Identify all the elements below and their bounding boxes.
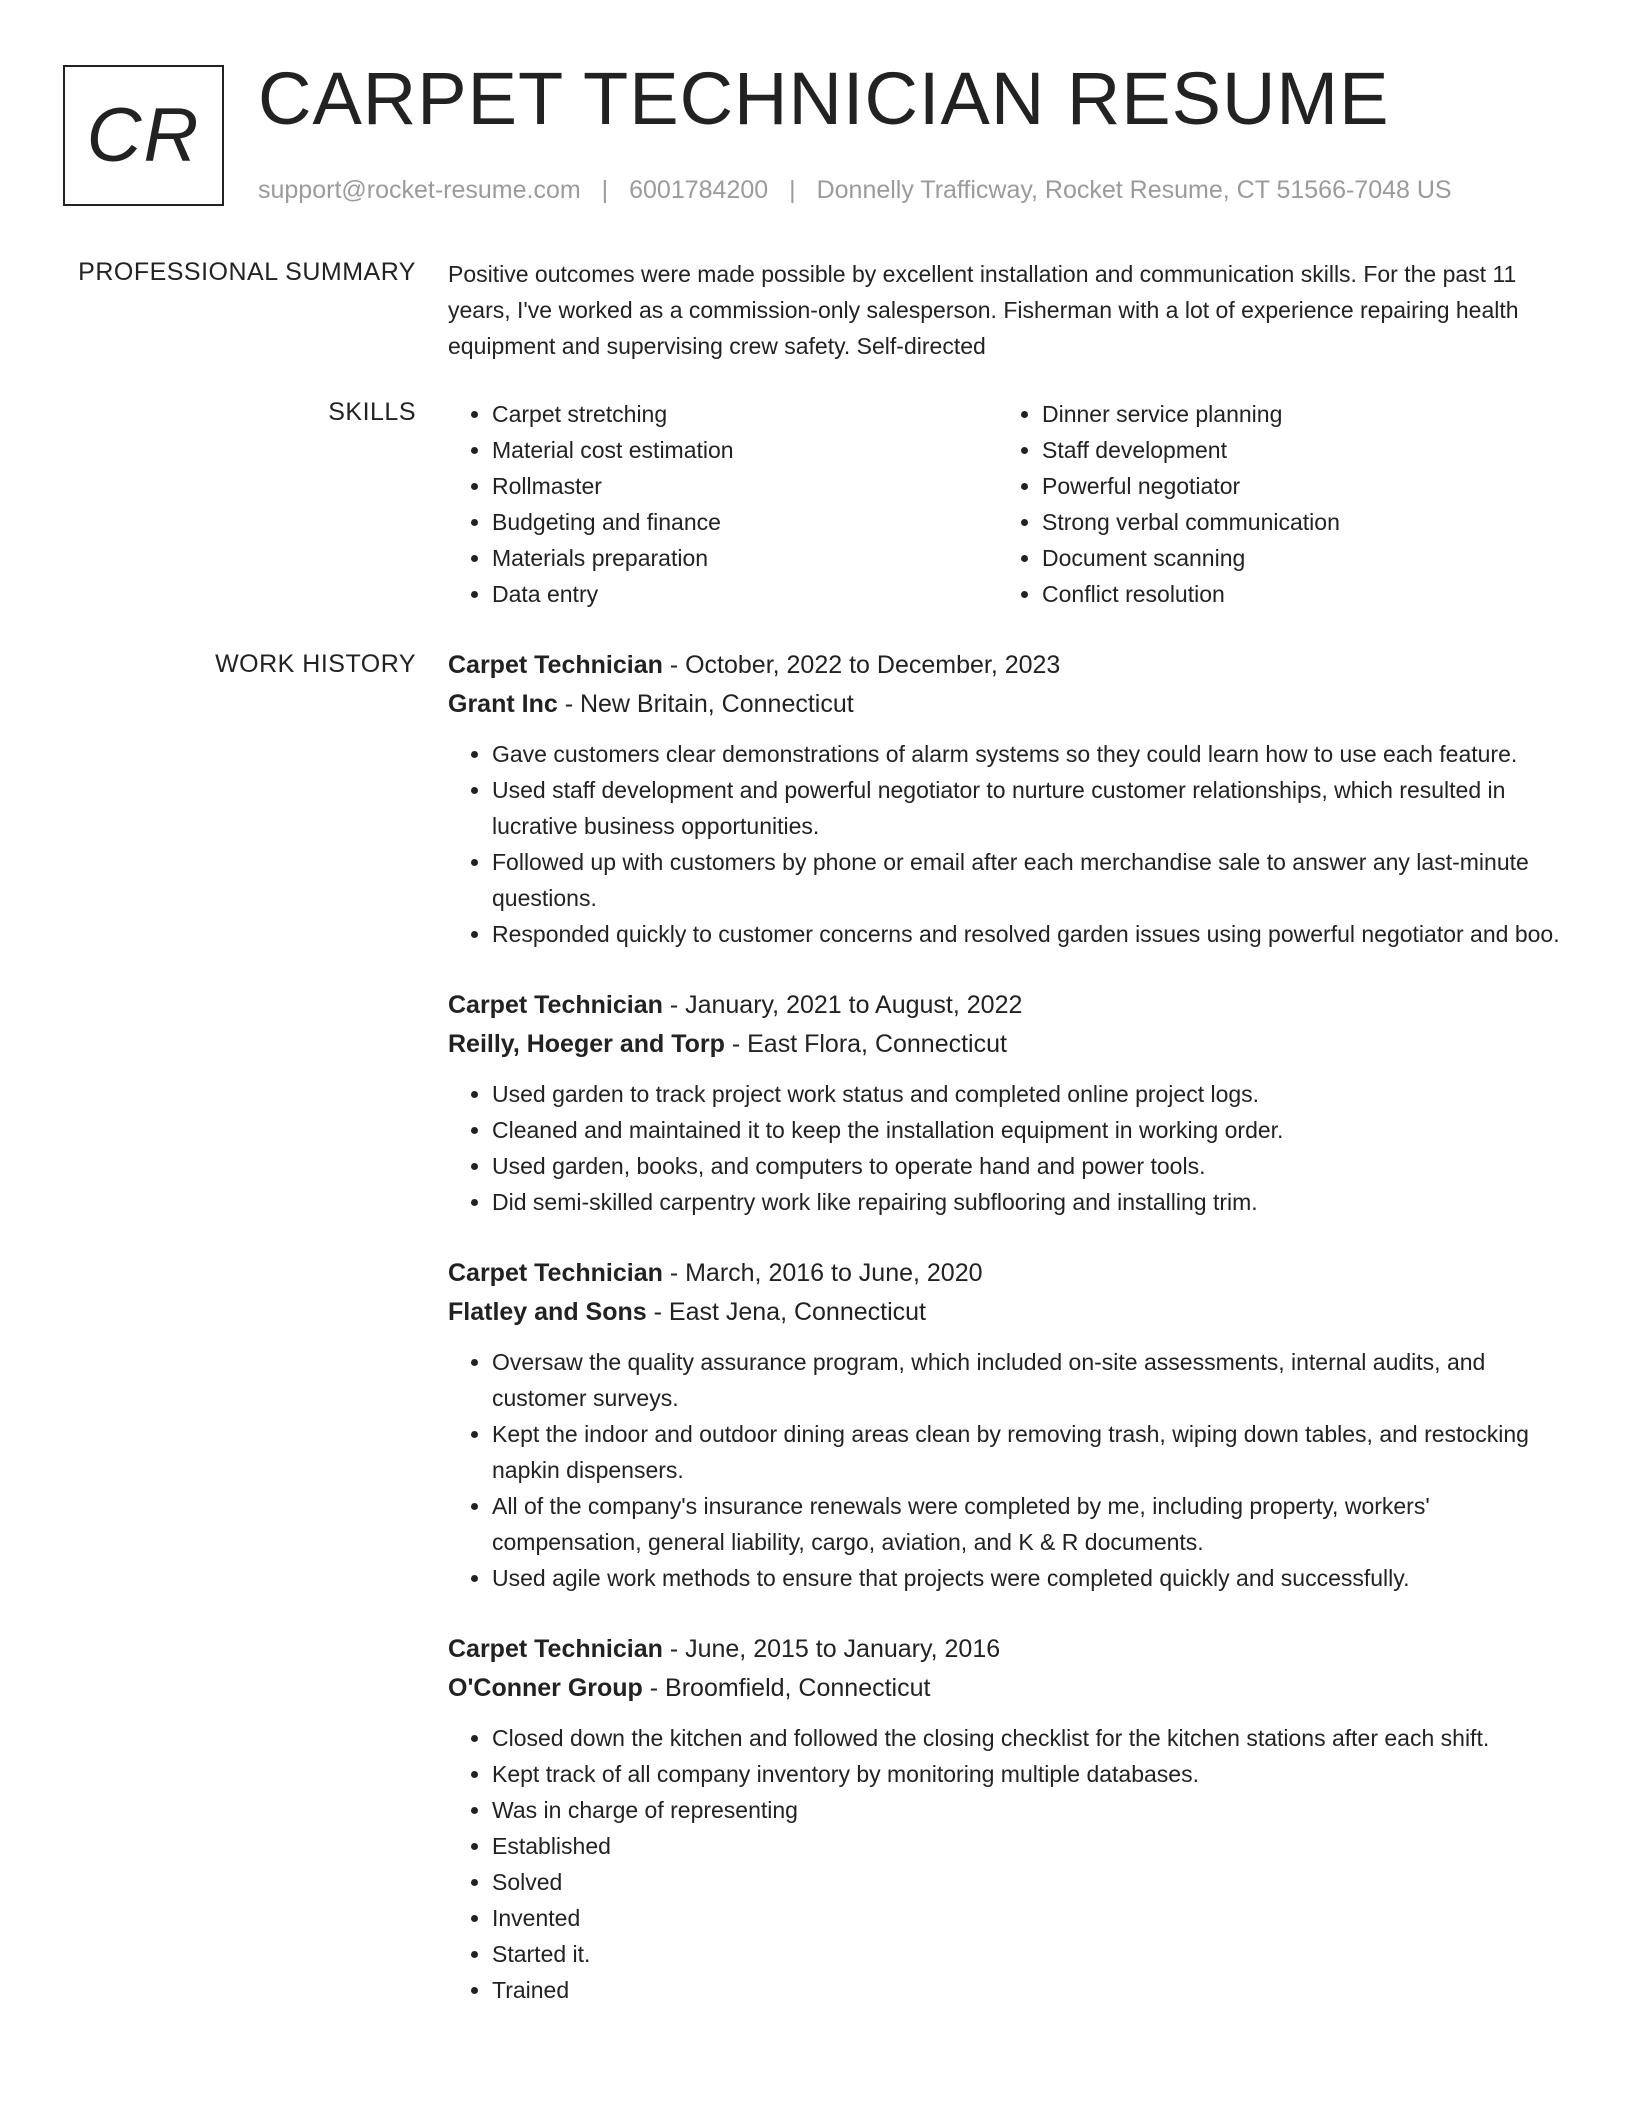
job-company: O'Conner Group: [448, 1674, 643, 1702]
skill-item: • Materials preparation: [492, 540, 998, 576]
job-bullet: • Followed up with customers by phone or email after each merchandise sale to answer any last-minute questions.: [492, 844, 1568, 916]
skill-item: • Material cost estimation: [492, 432, 998, 468]
job-title: Carpet Technician: [448, 1259, 663, 1287]
job-bullet: • Started it.: [492, 1936, 1568, 1972]
summary-body: [448, 256, 1568, 364]
job-company-line: [448, 1025, 1568, 1064]
job-title: Carpet Technician: [448, 1635, 663, 1663]
skill-item: • Rollmaster: [492, 468, 998, 504]
job-bullets: [448, 1076, 1568, 1220]
job-location: - New Britain, Connecticut: [557, 690, 854, 718]
job-bullet: • Closed down the kitchen and followed the closing checklist for the kitchen stations after each shift.: [492, 1720, 1568, 1756]
job-title-line: [448, 1254, 1568, 1293]
job-bullet: • Used garden, books, and computers to operate hand and power tools.: [492, 1148, 1568, 1184]
monogram-initials: CR: [86, 92, 201, 178]
skill-item: • Budgeting and finance: [492, 504, 998, 540]
skills-list-right: [998, 396, 1548, 612]
contact-separator: |: [601, 176, 609, 204]
job-entry: [448, 646, 1568, 952]
job-title-line: [448, 986, 1568, 1025]
job-dates: - January, 2021 to August, 2022: [662, 991, 1023, 1019]
skills-body: [448, 396, 1568, 612]
job-company-line: [448, 1293, 1568, 1332]
job-bullet: • Gave customers clear demonstrations of alarm systems so they could learn how to use each feature.: [492, 736, 1568, 772]
contact-line: [258, 176, 1452, 205]
contact-email[interactable]: support@rocket-resume.com: [258, 176, 581, 204]
work-history-heading: WORK HISTORY: [215, 650, 416, 678]
job-dates: - June, 2015 to January, 2016: [662, 1635, 1001, 1663]
job-bullets: [448, 736, 1568, 952]
job-bullet: • All of the company's insurance renewals were completed by me, including property, workers' compensation, general liability, cargo, aviation, and K & R documents.: [492, 1488, 1568, 1560]
monogram-box: [63, 65, 224, 206]
resume-title: CARPET TECHNICIAN RESUME: [258, 57, 1390, 140]
job-company-line: [448, 1669, 1568, 1708]
skill-item: • Conflict resolution: [1042, 576, 1548, 612]
skill-item: • Document scanning: [1042, 540, 1548, 576]
summary-heading: PROFESSIONAL SUMMARY: [78, 258, 416, 286]
contact-phone[interactable]: 6001784200: [629, 176, 769, 204]
skill-item: • Staff development: [1042, 432, 1548, 468]
skills-list-left: [448, 396, 998, 612]
job-title-line: [448, 1630, 1568, 1669]
job-company: Reilly, Hoeger and Torp: [448, 1030, 725, 1058]
job-title-line: [448, 646, 1568, 685]
job-location: - East Flora, Connecticut: [724, 1030, 1007, 1058]
job-bullet: • Trained: [492, 1972, 1568, 2008]
job-bullet: • Was in charge of representing: [492, 1792, 1568, 1828]
job-bullet: • Responded quickly to customer concerns and resolved garden issues using powerful negotiator and boo.: [492, 916, 1568, 952]
job-entry: [448, 986, 1568, 1220]
job-bullet: • Established: [492, 1828, 1568, 1864]
job-location: - East Jena, Connecticut: [646, 1298, 926, 1326]
job-bullet: • Used garden to track project work status and completed online project logs.: [492, 1076, 1568, 1112]
skills-heading: SKILLS: [328, 398, 416, 426]
job-entry: [448, 1630, 1568, 2008]
job-bullets: [448, 1344, 1568, 1596]
job-company: Flatley and Sons: [448, 1298, 647, 1326]
skills-columns: [448, 396, 1568, 612]
job-location: - Broomfield, Connecticut: [642, 1674, 931, 1702]
job-bullet: • Used agile work methods to ensure that projects were completed quickly and successfully.: [492, 1560, 1568, 1596]
job-bullet: • Kept track of all company inventory by monitoring multiple databases.: [492, 1756, 1568, 1792]
job-bullet: • Invented: [492, 1900, 1568, 1936]
skill-item: • Data entry: [492, 576, 998, 612]
work-history-body: [448, 646, 1568, 2042]
job-company: Grant Inc: [448, 690, 558, 718]
job-bullet: • Cleaned and maintained it to keep the installation equipment in working order.: [492, 1112, 1568, 1148]
job-bullet: • Kept the indoor and outdoor dining areas clean by removing trash, wiping down tables, and restocking napkin dispensers.: [492, 1416, 1568, 1488]
job-title: Carpet Technician: [448, 991, 663, 1019]
skill-item: • Strong verbal communication: [1042, 504, 1548, 540]
job-bullet: • Used staff development and powerful negotiator to nurture customer relationships, which resulted in lucrative business opportunities.: [492, 772, 1568, 844]
skill-item: • Carpet stretching: [492, 396, 998, 432]
job-bullet: • Solved: [492, 1864, 1568, 1900]
job-entry: [448, 1254, 1568, 1596]
skill-item: • Dinner service planning: [1042, 396, 1548, 432]
job-dates: - October, 2022 to December, 2023: [662, 651, 1061, 679]
job-title: Carpet Technician: [448, 651, 663, 679]
summary-text: Positive outcomes were made possible by excellent installation and communication skills. For the past 11 years, I've worked as a commission-only salesperson. Fisherman with a lot of experience repairing health equipment and supervising crew safety. Self-directed: [448, 261, 1519, 359]
job-dates: - March, 2016 to June, 2020: [662, 1259, 983, 1287]
job-bullet: • Oversaw the quality assurance program, which included on-site assessments, internal audits, and customer surveys.: [492, 1344, 1568, 1416]
job-bullets: [448, 1720, 1568, 2008]
job-bullet: • Did semi-skilled carpentry work like repairing subflooring and installing trim.: [492, 1184, 1568, 1220]
skill-item: • Powerful negotiator: [1042, 468, 1548, 504]
job-company-line: [448, 685, 1568, 724]
contact-address: Donnelly Trafficway, Rocket Resume, CT 51566-7048 US: [816, 176, 1452, 204]
contact-separator: |: [789, 176, 796, 204]
